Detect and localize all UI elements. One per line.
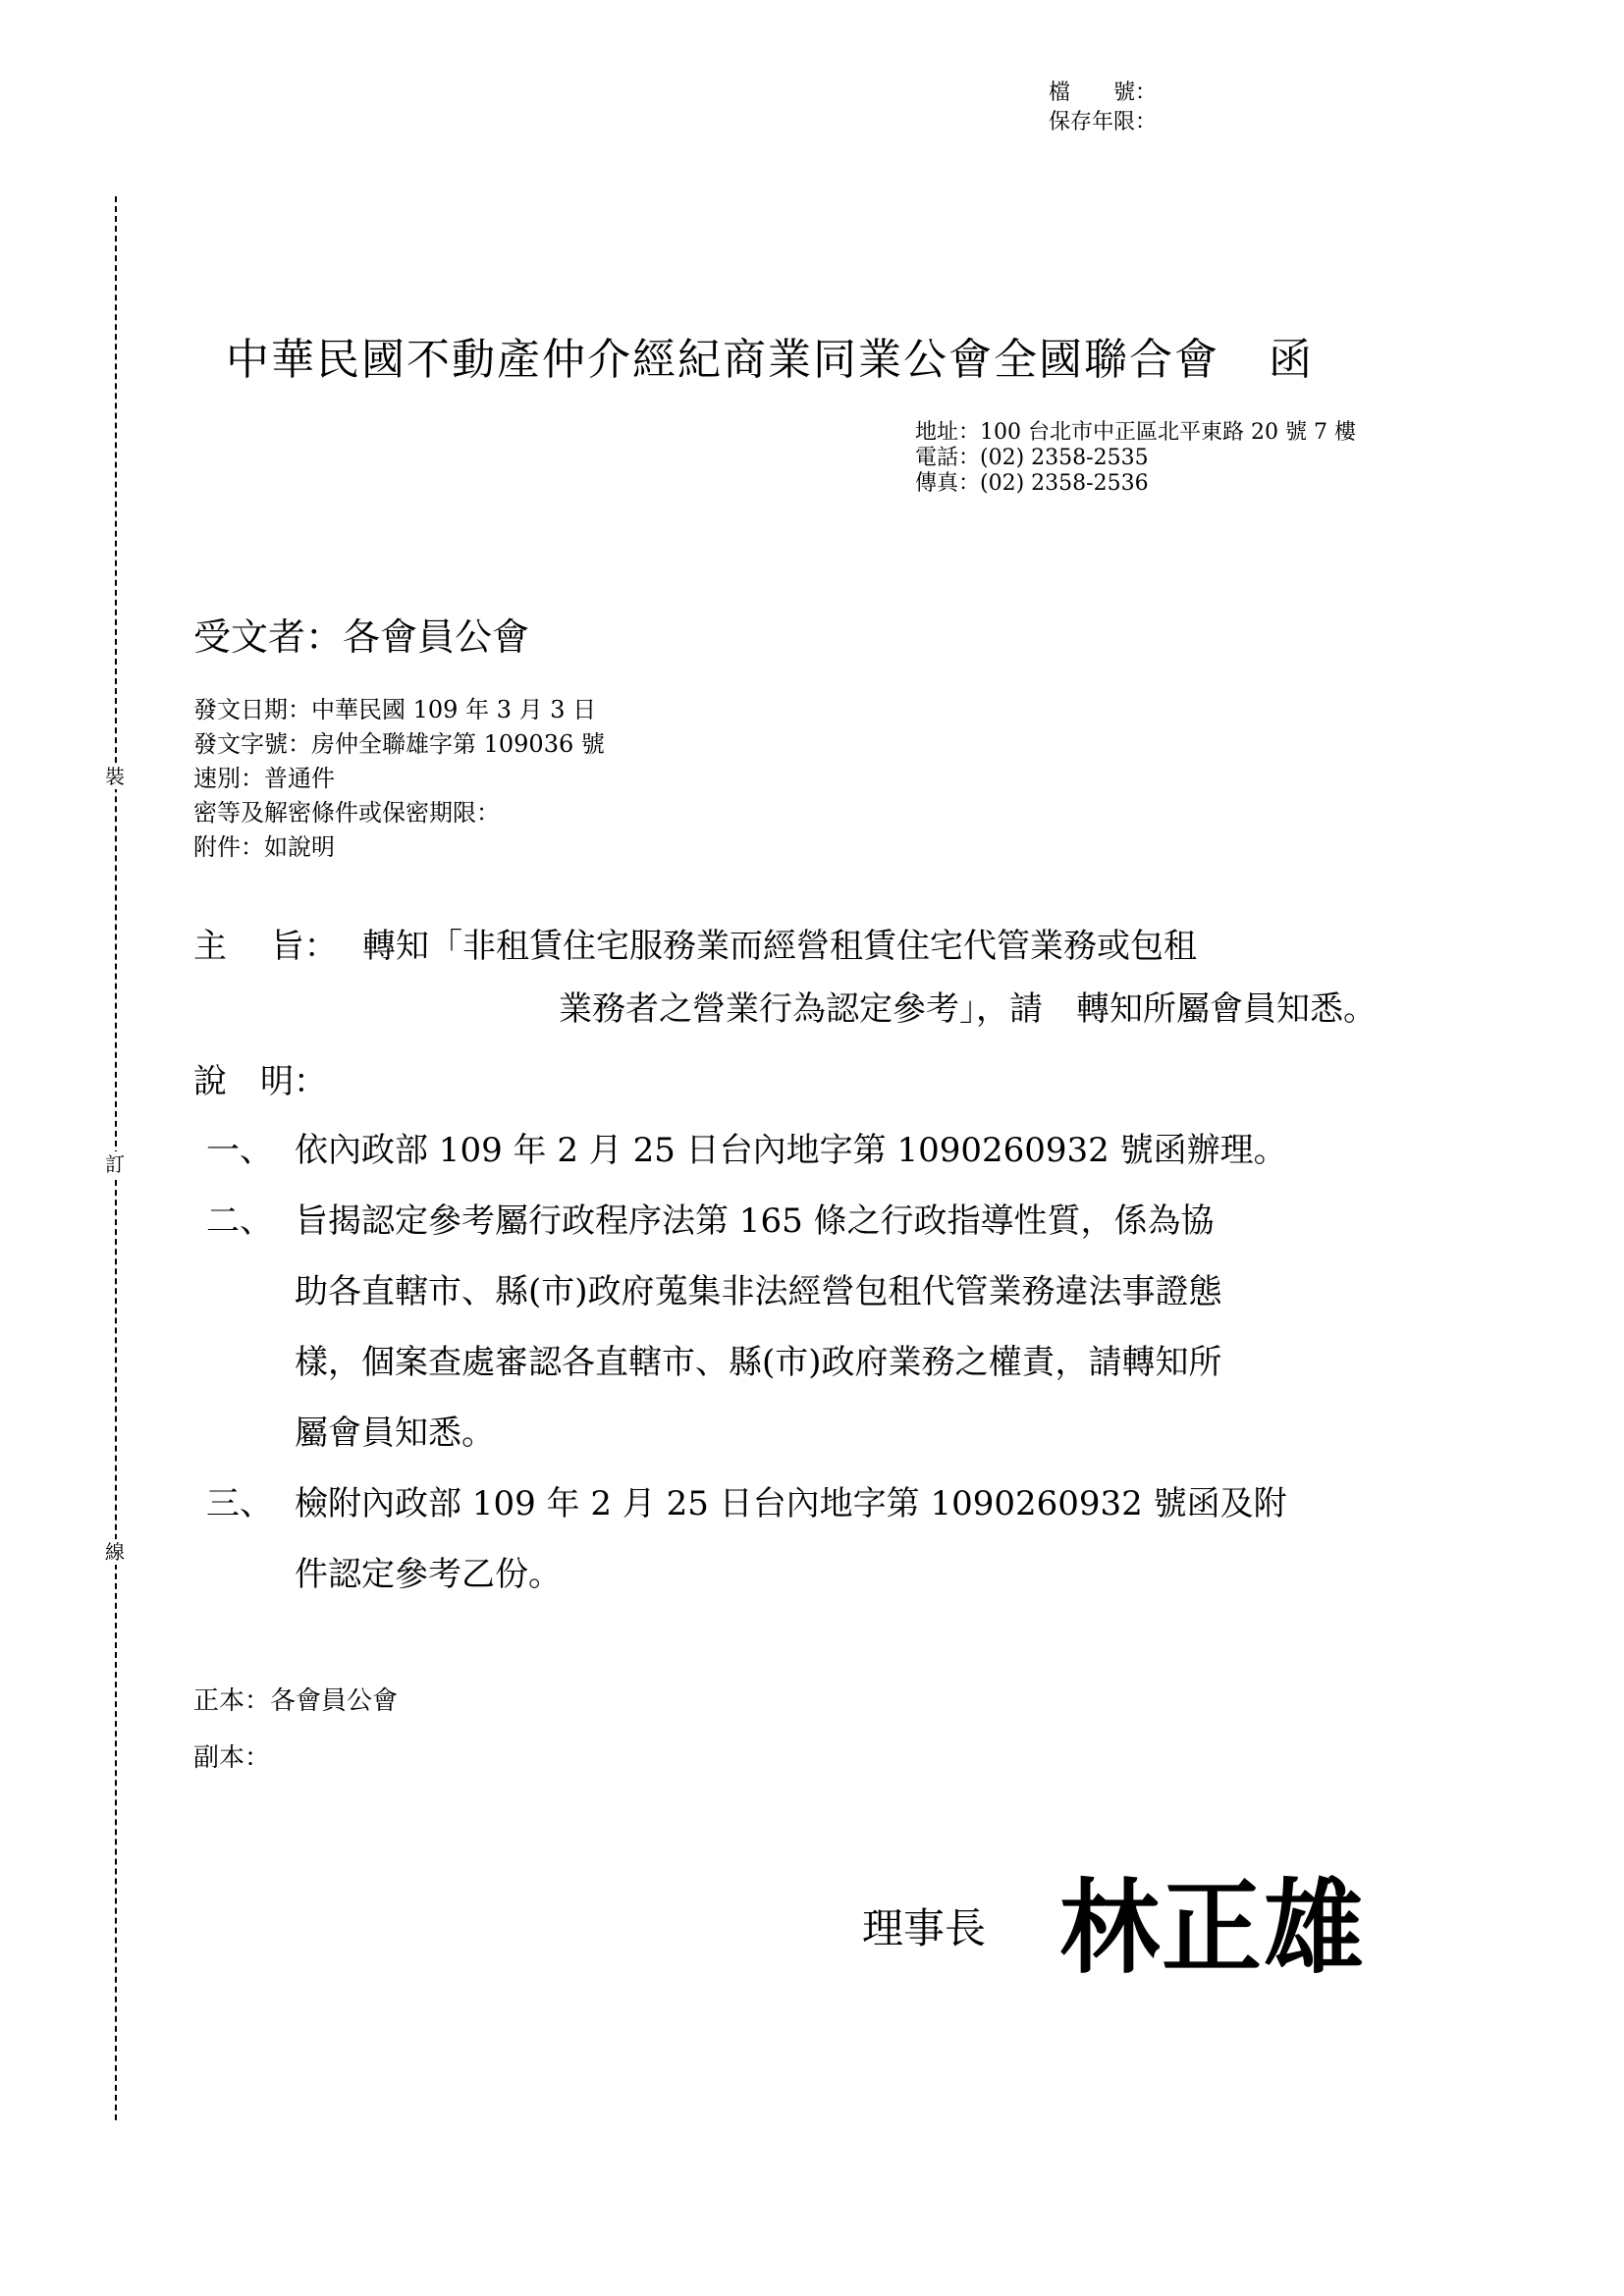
file-info <box>1049 79 1157 137</box>
item-line: 旨揭認定參考屬行政程序法第 165 條之行政指導性質，係為協 <box>295 1201 1215 1241</box>
item-number: 二、 <box>206 1201 273 1241</box>
item-line: 助各直轄市、縣(市)政府蒐集非法經營包租代管業務違法事證態 <box>295 1272 1222 1311</box>
description-heading: 說 明： <box>193 1062 327 1101</box>
address: 地址：100 台北市中正區北平東路 20 號 7 樓 <box>915 420 1356 445</box>
binding-mark-ding: 訂 <box>102 1151 128 1177</box>
subject-label: 主 旨： <box>193 927 338 966</box>
retention-period-label: 保存年限： <box>1049 110 1158 134</box>
fax: 傳真：(02) 2358-2536 <box>915 471 1149 496</box>
subject-line: 業務者之營業行為認定參考」，請 轉知所屬會員知悉。 <box>559 989 1377 1029</box>
signatory-name: 林正雄 <box>1059 1867 1366 1988</box>
cc-recipients: 副本： <box>193 1743 271 1773</box>
signatory-title: 理事長 <box>862 1904 987 1952</box>
item-number: 一、 <box>206 1131 273 1170</box>
contact-block <box>915 420 1356 497</box>
secrecy-level: 密等及解密條件或保密期限： <box>193 799 500 827</box>
original-recipients: 正本：各會員公會 <box>193 1686 399 1716</box>
item-number: 三、 <box>206 1484 273 1523</box>
file-number-label: 檔 號： <box>1049 80 1158 105</box>
document-type: 函 <box>1269 335 1314 385</box>
item-line: 件認定參考乙份。 <box>295 1555 562 1594</box>
priority: 速別：普通件 <box>193 765 335 792</box>
item-line: 依內政部 109 年 2 月 25 日台內地字第 1090260932 號函辦理。 <box>295 1131 1287 1170</box>
binding-mark-xian: 線 <box>102 1539 128 1565</box>
item-line: 樣，個案查處審認各直轄市、縣(市)政府業務之權責，請轉知所 <box>295 1343 1222 1382</box>
item-line: 屬會員知悉。 <box>295 1414 495 1453</box>
item-line: 檢附內政部 109 年 2 月 25 日台內地字第 1090260932 號函及附 <box>295 1484 1287 1523</box>
attachment: 附件：如說明 <box>193 833 335 861</box>
issue-date: 發文日期：中華民國 109 年 3 月 3 日 <box>193 696 597 723</box>
organization-name: 中華民國不動產仲介經紀商業同業公會全國聯合會 <box>226 335 1219 385</box>
binding-mark-zhuang: 裝 <box>102 764 128 789</box>
subject <box>193 915 1377 1029</box>
recipient: 受文者：各會員公會 <box>193 615 530 659</box>
document-meta <box>193 693 605 865</box>
reference-number: 發文字號：房仲全聯雄字第 109036 號 <box>193 730 605 758</box>
subject-content <box>362 915 1624 1041</box>
phone: 電話：(02) 2358-2535 <box>915 446 1149 470</box>
document-title <box>226 324 1314 387</box>
subject-line: 轉知「非租賃住宅服務業而經營租賃住宅代管業務或包租 <box>362 927 1197 966</box>
